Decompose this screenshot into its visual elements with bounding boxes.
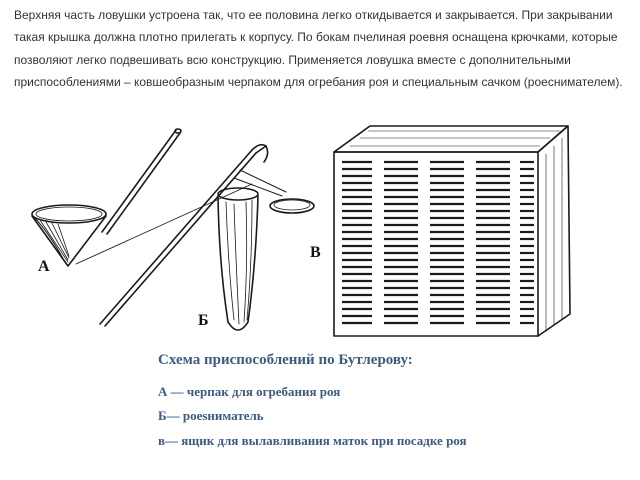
- paragraph-line: Верхняя часть ловушки устроена так, что ее половина легко откидывается и закрывается. При закрывании: [14, 8, 613, 22]
- paragraph-line: такая крышка должна плотно прилегать к корпусу. По бокам пчелиная роевня оснащена крючками, которые: [14, 30, 618, 45]
- trap-box-slits: [342, 162, 534, 323]
- label-v: В: [310, 244, 321, 261]
- caption-item-v: в— ящик для вылавливания маток при посадке роя: [158, 433, 467, 448]
- butlerov-devices-illustration: [20, 124, 580, 350]
- article-paragraph: [14, 4, 626, 94]
- swarm-catcher-drawing: [100, 145, 314, 330]
- paragraph-line: позволяют легко подвешивать всю конструкцию. Применяется ловушка вместе с дополнительными: [14, 52, 571, 67]
- paragraph-line: приспособлениями – ковшеобразным черпаком для огребания роя и специальным сачком (роеснимателем).: [14, 75, 623, 90]
- caption-item-a: А — черпак для огребания роя: [158, 384, 341, 399]
- label-a: А: [38, 258, 50, 275]
- scoop-drawing: [32, 129, 252, 266]
- caption-item-b: Б— роеsниматель: [158, 408, 264, 423]
- caption-title: Схема приспособлений по Бутлерову:: [158, 352, 413, 368]
- label-b: Б: [198, 312, 209, 329]
